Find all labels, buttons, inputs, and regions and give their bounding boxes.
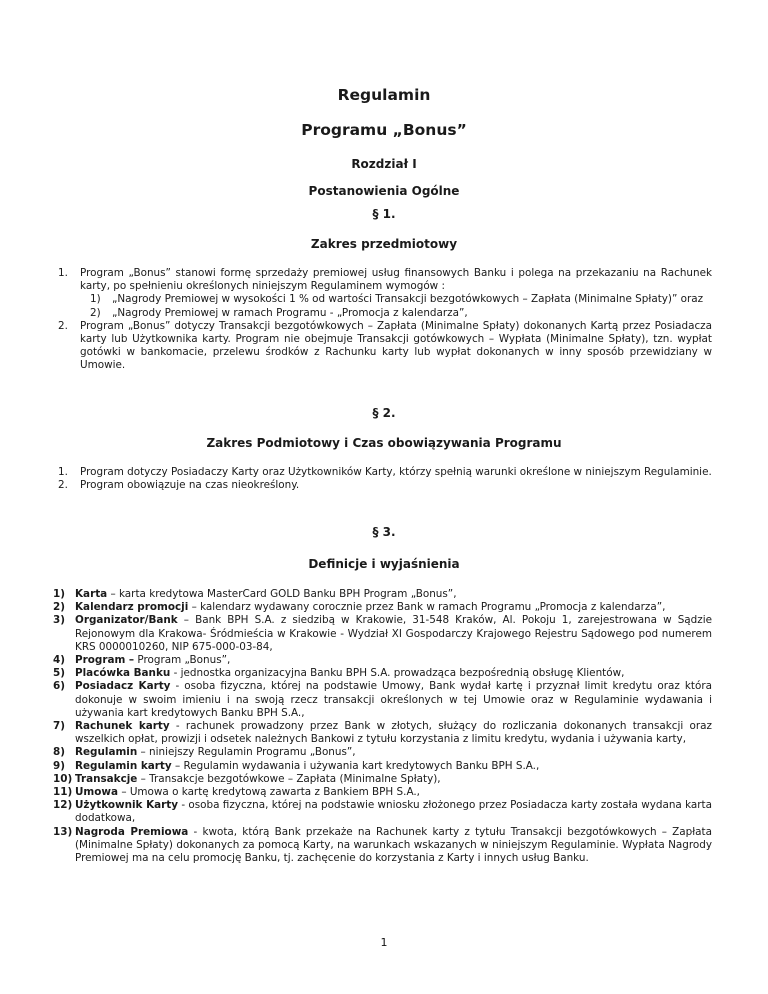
definition-item: 2) Kalendarz promocji – kalendarz wydawany corocznie przez Bank w ramach Programu „Promocja z kalendarza”, bbox=[53, 601, 666, 614]
document-title: Regulamin bbox=[337, 86, 431, 104]
list-item: 2. Program „Bonus” dotyczy Transakcji bezgotówkowych – Zapłata (Minimalne Spłaty) dokonanych Kartą przez Posiadacza karty lub Użytkownika karty. Program nie obejmuje Transakcji gotówkowych – Wypłata (Minimalne Spłaty), tzn. wypłat gotówki w bankomacie, przelewu środków z Rachunku karty lub wypłat dokonanych w inny sposób przewidziany w Umowie. bbox=[58, 319, 712, 372]
definition-item: 3) Organizator/Bank – Bank BPH S.A. z siedzibą w Krakowie, 31-548 Kraków, Al. Pokoju 1, zarejestrowana w Sądzie Rejonowym dla Krakowa- Śródmieścia w Krakowie - Wydział XI Gospodarczy Krajowego Rejestru Sądowego pod numerem KRS 0000010260, NIP 675-000-03-84, bbox=[53, 614, 712, 653]
definition-item: 11) Umowa – Umowa o kartę kredytową zawarta z Bankiem BPH S.A., bbox=[53, 786, 420, 799]
list-item: 1. Program „Bonus” stanowi formę sprzedaży premiowej usług finansowych Banku i polega na przekazaniu na Rachunek karty, po spełnieniu określonych niniejszym Regulaminem wymogów : bbox=[58, 267, 712, 293]
list-item: 2. Program obowiązuje na czas nieokreślony. bbox=[58, 479, 300, 492]
section-2-mark: § 2. bbox=[372, 406, 396, 420]
definition-item: 12) Użytkownik Karty - osoba fizyczna, której na podstawie wniosku złożonego przez Posiadacza karty została wydana karta dodatkowa, bbox=[53, 799, 712, 825]
page-number: 1 bbox=[380, 936, 388, 949]
definition-item: 13) Nagroda Premiowa - kwota, którą Bank przekaże na Rachunek karty z tytułu Transakcji bezgotówkowych – Zapłata (Minimalne Spłaty) dokonanych za pomocą Karty, na warunkach wskazanych w niniejszym Regulaminie. Wypłata Nagrody Premiowej ma na celu promocję Banku, tj. zachęcenie do korzystania z Karty i innych usług Banku. bbox=[53, 825, 712, 865]
sub-list-item: 2) „Nagrody Premiowej w ramach Programu - „Promocja z kalendarza”, bbox=[90, 306, 468, 319]
chapter-label: Rozdział I bbox=[351, 157, 417, 171]
section-3-mark: § 3. bbox=[372, 525, 396, 539]
definition-item: 9) Regulamin karty – Regulamin wydawania i używania kart kredytowych Banku BPH S.A., bbox=[53, 759, 540, 772]
sub-list-item: 1) „Nagrody Premiowej w wysokości 1 % od wartości Transakcji bezgotówkowych – Zapłata (Minimalne Spłaty)” oraz bbox=[90, 293, 704, 306]
definition-item: 1) Karta – karta kredytowa MasterCard GOLD Banku BPH Program „Bonus”, bbox=[53, 588, 457, 600]
section-2-heading: Zakres Podmiotowy i Czas obowiązywania Programu bbox=[206, 436, 562, 450]
section-1-heading: Zakres przedmiotowy bbox=[310, 237, 458, 251]
definitions-list bbox=[53, 588, 712, 865]
section-1-mark: § 1. bbox=[372, 207, 396, 221]
document-subtitle: Programu „Bonus” bbox=[301, 121, 467, 139]
chapter-title: Postanowienia Ogólne bbox=[308, 184, 460, 198]
definition-item: 4) Program – Program „Bonus”, bbox=[53, 654, 231, 667]
definition-item: 8) Regulamin – niniejszy Regulamin Programu „Bonus”, bbox=[53, 746, 356, 759]
definition-item: 6) Posiadacz Karty - osoba fizyczna, której na podstawie Umowy, Bank wydał kartę i przyznał limit kredytu oraz która dokonuje w swoim imieniu i na swoją rzecz transakcji określonych w tej Umowie oraz w Regulaminie wydawania i używania kart kredytowych Banku BPH S.A., bbox=[53, 680, 712, 719]
list-item: 1. Program dotyczy Posiadaczy Karty oraz Użytkowników Karty, którzy spełnią warunki określone w niniejszym Regulaminie. bbox=[58, 466, 712, 478]
section-2-list bbox=[58, 466, 712, 492]
section-3-heading: Definicje i wyjaśnienia bbox=[308, 557, 460, 571]
section-1-list bbox=[58, 267, 712, 373]
definition-item: 7) Rachunek karty - rachunek prowadzony przez Bank w złotych, służący do rozliczania dokonanych transakcji oraz wszelkich opłat, prowizji i odsetek należnych Bankowi z tytułu korzystania z limitu kredytu, wydania i używania karty, bbox=[53, 720, 712, 746]
definition-item: 10) Transakcje – Transakcje bezgotówkowe – Zapłata (Minimalne Spłaty), bbox=[53, 772, 441, 785]
definition-item: 5) Placówka Banku - jednostka organizacyjna Banku BPH S.A. prowadząca bezpośrednią obsługę Klientów, bbox=[53, 667, 625, 680]
